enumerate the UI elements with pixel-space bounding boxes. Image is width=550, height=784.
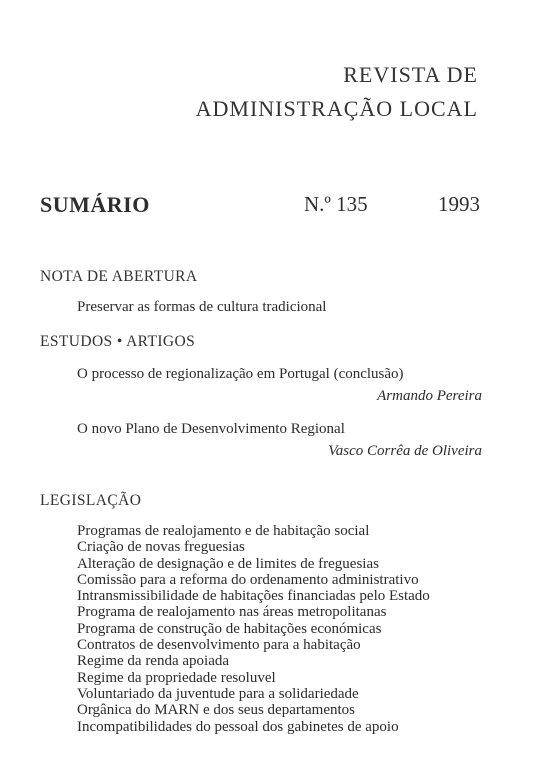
entry-study-2-title: O novo Plano de Desenvolvimento Regional <box>77 421 345 437</box>
list-item: Regime da propriedade resoluvel <box>77 669 276 686</box>
list-item: Incompatibilidades do pessoal dos gabinetes de apoio <box>77 718 399 735</box>
issue-number: N.º 135 <box>304 192 368 216</box>
list-item: Voluntariado da juventude para a solidariedade <box>77 685 359 702</box>
entry-study-1-author: Armando Pereira <box>377 388 482 404</box>
list-item: Programa de construção de habitações económicas <box>77 620 382 637</box>
entry-opening-1: Preservar as formas de cultura tradicional <box>77 299 327 315</box>
journal-title-line-1: REVISTA DE <box>343 62 478 87</box>
list-item: Alteração de designação e de limites de freguesias <box>77 555 379 572</box>
list-item: Intransmissibilidade de habitações financiadas pelo Estado <box>77 588 430 605</box>
list-item: Criação de novas freguesias <box>77 539 245 556</box>
legislation-list <box>77 523 430 735</box>
list-item: Programas de realojamento e de habitação social <box>77 523 370 539</box>
list-item: Comissão para a reforma do ordenamento administrativo <box>77 571 419 588</box>
summary-header <box>40 192 480 218</box>
journal-title <box>196 58 478 126</box>
journal-title-line-2: ADMINISTRAÇÃO LOCAL <box>195 96 478 121</box>
section-heading-legislation: LEGISLAÇÃO <box>40 492 142 509</box>
list-item: Programa de realojamento nas áreas metropolitanas <box>77 604 387 621</box>
entry-study-2-author: Vasco Corrêa de Oliveira <box>328 443 482 459</box>
list-item: Orgânica do MARN e dos seus departamentos <box>77 702 355 719</box>
list-item: Regime da renda apoiada <box>77 653 230 670</box>
issue-year: 1993 <box>438 192 480 216</box>
section-heading-opening: NOTA DE ABERTURA <box>40 268 198 285</box>
list-item: Contratos de desenvolvimento para a habitação <box>77 637 361 654</box>
entry-study-1-title: O processo de regionalização em Portugal (conclusão) <box>77 366 404 382</box>
section-heading-studies: ESTUDOS • ARTIGOS <box>40 333 196 350</box>
summary-label: SUMÁRIO <box>40 192 150 217</box>
